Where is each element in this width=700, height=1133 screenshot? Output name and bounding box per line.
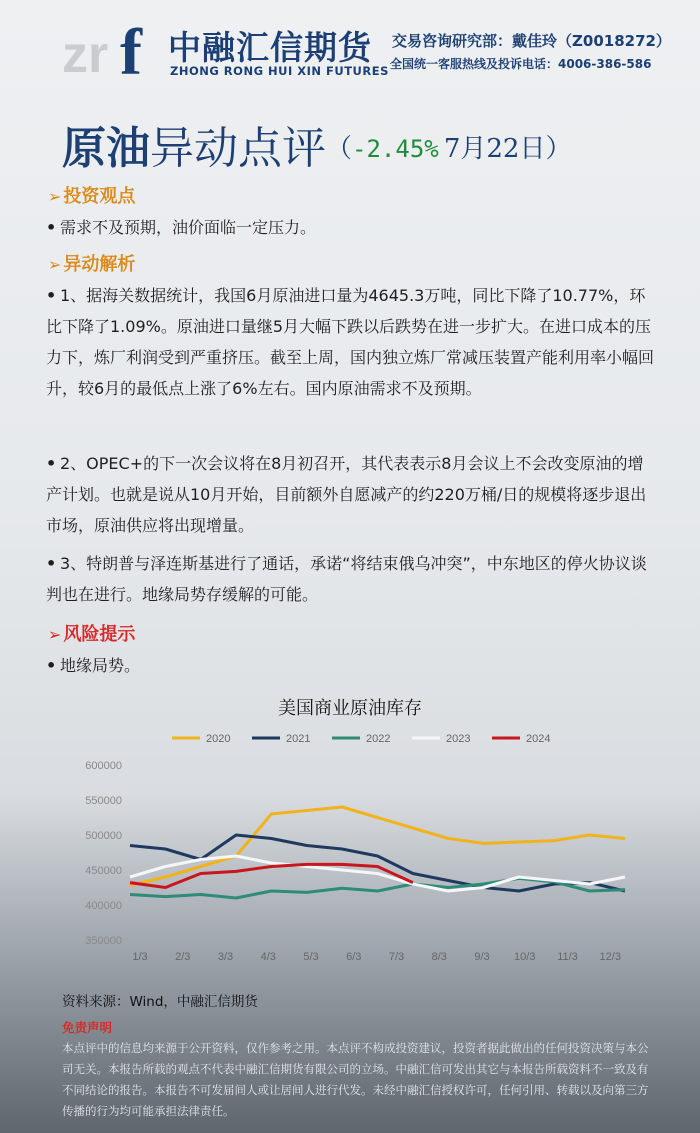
x-tick-label: 2/3	[175, 951, 191, 963]
title-paren-close: ）	[545, 134, 572, 164]
x-tick-label: 10/3	[514, 951, 536, 963]
y-tick-label: 400000	[85, 900, 122, 912]
y-tick-label: 600000	[85, 760, 122, 772]
legend-label: 2020	[206, 733, 231, 745]
x-tick-label: 12/3	[599, 951, 621, 963]
section-analysis	[48, 250, 135, 276]
title-sub: 异动点评	[150, 123, 326, 174]
disclaimer-text: 本点评中的信息均来源于公开资料，仅作参考之用。本点评不构成投资建议，投资者据此做出的任何投资决策与本公司无关。本报告所载的观点不代表中融汇信期货有限公司的立场。中融汇信可发出其它与本报告所载资料不一致及有不同结论的报告。本报告不可发届间人或让居间人进行代发。未经中融汇信授权许可，任何引用、转载以及向第三方传播的行为均可能承担法律责任。	[62, 1041, 649, 1118]
arrow-icon: ➢	[48, 255, 62, 274]
bullet-icon: •	[46, 218, 57, 237]
arrow-icon: ➢	[48, 187, 62, 206]
x-tick-label: 3/3	[217, 951, 234, 963]
y-tick-label: 550000	[85, 795, 122, 807]
legend-label: 2022	[366, 733, 391, 745]
y-tick-label: 500000	[85, 830, 122, 842]
crude-inventory-chart	[0, 720, 700, 970]
header	[0, 0, 700, 100]
analyst-contact: 交易咨询研究部：戴佳玲（Z0018272）	[392, 32, 671, 50]
x-tick-label: 4/3	[260, 951, 276, 963]
company-name-cn: 中融汇信期货	[168, 28, 372, 67]
x-tick-label: 9/3	[474, 951, 490, 963]
source-note: 资料来源：Wind，中融汇信期货	[62, 994, 258, 1010]
section-heading: 异动解析	[63, 254, 136, 275]
x-tick-label: 5/3	[303, 951, 319, 963]
svg-text:f: f	[120, 16, 142, 80]
list-item-text: 需求不及预期，油价面临一定压力。	[60, 218, 317, 237]
section-investment-view	[48, 182, 135, 208]
list-item	[46, 280, 656, 404]
section-heading: 投资观点	[63, 186, 136, 207]
title-main: 原油	[62, 123, 150, 174]
bullet-icon: •	[46, 554, 57, 573]
list-item	[46, 212, 656, 243]
legend-label: 2023	[446, 733, 471, 745]
title-date: 7月22日	[443, 134, 546, 164]
page-title	[62, 112, 572, 174]
price-change: -2.45%	[352, 135, 439, 163]
hotline-contact: 全国统一客服热线及投诉电话：4006-386-586	[390, 57, 652, 71]
x-tick-label: 1/3	[132, 951, 148, 963]
chart-title: 美国商业原油库存	[278, 698, 422, 719]
list-item-text: 1、据海关数据统计，我国6月原油进口量为4645.3万吨，同比下降了10.77%，环比下降了1.09%。原油进口量继5月大幅下跌以后跌势在进一步扩大。在进口成本的压力下，炼厂利润受到严重挤压。截至上周，国内独立炼厂常减压装置产能利用率小幅回升，较6月的最低点上涨了6%左右。国内原油需求不及预期。	[46, 286, 655, 398]
list-item	[46, 448, 656, 541]
list-item-text: 地缘局势。	[60, 656, 141, 675]
x-tick-label: 8/3	[431, 951, 447, 963]
bullet-icon: •	[46, 454, 57, 473]
company-name-en: ZHONG RONG HUI XIN FUTURES	[170, 64, 389, 78]
list-item-text: 2、OPEC+的下一次会议将在8月初召开，其代表表示8月会议上不会改变原油的增产计划。也就是说从10月开始，目前额外自愿减产的约220万桶/日的规模将逐步退出市场，原油供应将出现增量。	[46, 454, 647, 535]
logo-mark-icon	[62, 14, 160, 80]
list-item	[46, 650, 656, 681]
list-item-text: 3、特朗普与泽连斯基进行了通话，承诺“将结束俄乌冲突”，中东地区的停火协议谈判也在进行。地缘局势存缓解的可能。	[46, 554, 647, 604]
arrow-icon: ➢	[48, 625, 62, 644]
svg-text:zr: zr	[62, 26, 109, 80]
legend-label: 2024	[526, 733, 551, 745]
bullet-icon: •	[46, 656, 57, 675]
legend-label: 2021	[286, 733, 311, 745]
title-paren-open: （	[326, 134, 353, 164]
section-heading: 风险提示	[63, 624, 136, 645]
x-tick-label: 7/3	[388, 951, 405, 963]
x-tick-label: 11/3	[557, 951, 578, 963]
x-tick-label: 6/3	[346, 951, 362, 963]
disclaimer-heading: 免责声明	[62, 1020, 113, 1035]
bullet-icon: •	[46, 286, 57, 305]
list-item	[46, 548, 656, 610]
y-tick-label: 450000	[85, 865, 122, 877]
y-tick-label: 350000	[85, 935, 122, 947]
section-risk	[48, 620, 135, 646]
